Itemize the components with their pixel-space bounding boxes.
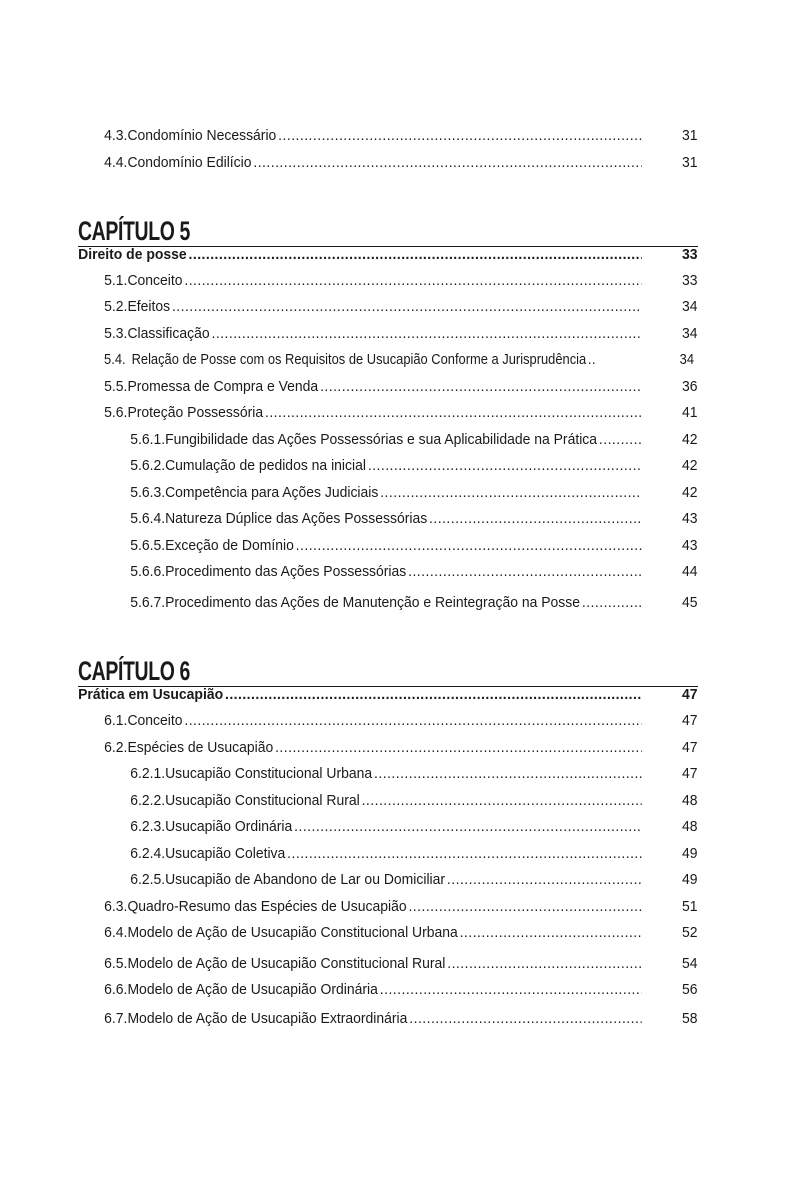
entry-title: Natureza Dúplice das Ações Possessórias	[165, 510, 428, 527]
entry-number: 6.4.	[104, 924, 128, 941]
dot-leader	[368, 455, 642, 477]
entry-page: 47	[681, 712, 698, 729]
entry-page: 54	[681, 955, 698, 972]
entry-page: 31	[681, 127, 698, 144]
entry-number: 6.1.	[104, 712, 128, 729]
entry-title: Cumulação de pedidos na inicial	[165, 457, 366, 474]
toc-subentry	[0, 816, 744, 838]
dot-leader	[225, 684, 642, 706]
entry-number: 6.2.1.	[130, 765, 166, 782]
dot-leader	[374, 763, 642, 785]
entry-title: Proteção Possessória	[127, 404, 264, 421]
entry-number: 5.6.2.	[130, 457, 166, 474]
dot-leader	[408, 561, 642, 583]
entry-number: 5.1.	[104, 272, 128, 289]
toc-entry	[0, 152, 744, 174]
entry-title: Classificação	[127, 325, 210, 342]
entry-number: 5.6.4.	[130, 510, 166, 527]
entry-page: 58	[681, 1010, 698, 1027]
dot-leader	[380, 482, 641, 504]
dot-leader	[172, 296, 642, 318]
entry-title: Direito de posse	[78, 246, 187, 263]
toc-entry	[0, 125, 744, 147]
dot-leader	[253, 152, 641, 174]
entry-title: Modelo de Ação de Usucapião Extraordinária	[127, 1010, 408, 1027]
entry-title: Condomínio Necessário	[127, 127, 277, 144]
entry-title: Promessa de Compra e Venda	[127, 378, 319, 395]
entry-page: 48	[681, 818, 698, 835]
entry-page: 49	[681, 871, 698, 888]
entry-page: 42	[681, 457, 698, 474]
entry-title: Usucapião Constitucional Rural	[165, 792, 360, 809]
entry-number: 6.3.	[104, 898, 128, 915]
entry-title: Usucapião de Abandono de Lar ou Domiciliar	[165, 871, 446, 888]
entry-page: 47	[681, 765, 698, 782]
toc-subentry	[0, 455, 744, 477]
toc-entry	[0, 737, 744, 759]
entry-number: 6.2.	[104, 739, 128, 756]
chapter-main-entry	[0, 684, 744, 706]
dot-leader	[362, 790, 642, 812]
entry-page: 42	[681, 431, 698, 448]
toc-entry	[0, 323, 744, 345]
entry-page: 56	[681, 981, 698, 998]
toc-entry	[0, 376, 744, 398]
entry-number: 4.4.	[104, 154, 128, 171]
entry-page: 34	[681, 325, 698, 342]
entry-page: 43	[681, 510, 698, 527]
entry-page: 33	[681, 246, 698, 263]
entry-number: 5.6.7.	[130, 594, 166, 611]
dot-leader	[447, 869, 642, 891]
dot-leader	[184, 270, 641, 292]
entry-page: 42	[681, 484, 698, 501]
dot-leader	[447, 953, 641, 975]
entry-title: Usucapião Constitucional Urbana	[165, 765, 373, 782]
entry-title: Relação de Posse com os Requisitos de Usucapião Conforme a Jurisprudência	[131, 351, 587, 368]
entry-page: 47	[681, 739, 698, 756]
entry-page: 51	[681, 898, 698, 915]
entry-number: 6.2.4.	[130, 845, 166, 862]
entry-number: 5.3.	[104, 325, 128, 342]
toc-entry	[0, 270, 744, 292]
entry-page: 49	[681, 845, 698, 862]
dot-leader	[460, 922, 642, 944]
dot-leader	[429, 508, 642, 530]
dot-leader	[588, 349, 597, 371]
toc-entry	[0, 922, 744, 944]
dot-leader	[582, 592, 642, 614]
entry-number: 6.5.	[104, 955, 128, 972]
toc-entry	[0, 349, 695, 371]
entry-number: 5.5.	[104, 378, 128, 395]
entry-number: 4.3.	[104, 127, 128, 144]
entry-number: 6.2.5.	[130, 871, 166, 888]
toc-entry	[0, 710, 744, 732]
entry-number: 5.2.	[104, 298, 128, 315]
entry-page: 52	[681, 924, 698, 941]
entry-page: 44	[681, 563, 698, 580]
toc-subentry	[0, 592, 744, 614]
entry-number: 6.2.2.	[130, 792, 166, 809]
toc-subentry	[0, 763, 744, 785]
toc-subentry	[0, 561, 744, 583]
entry-title: Prática em Usucapião	[78, 686, 224, 703]
entry-title: Fungibilidade das Ações Possessórias e sua Aplicabilidade na Prática	[165, 431, 598, 448]
chapter-main-entry	[0, 244, 744, 266]
toc-subentry	[0, 508, 744, 530]
dot-leader	[599, 429, 642, 451]
entry-number: 5.6.5.	[130, 537, 166, 554]
entry-title: Conceito	[127, 712, 183, 729]
entry-page: 47	[681, 686, 698, 703]
entry-title: Exceção de Domínio	[165, 537, 294, 554]
entry-number: 5.6.6.	[130, 563, 166, 580]
toc-entry	[0, 296, 744, 318]
toc-subentry	[0, 869, 744, 891]
entry-title: Usucapião Ordinária	[165, 818, 293, 835]
entry-page: 48	[681, 792, 698, 809]
entry-title: Condomínio Edilício	[127, 154, 252, 171]
entry-title: Usucapião Coletiva	[165, 845, 286, 862]
dot-leader	[184, 710, 641, 732]
toc-subentry	[0, 843, 744, 865]
entry-title: Modelo de Ação de Usucapião Ordinária	[127, 981, 378, 998]
dot-leader	[408, 896, 641, 918]
entry-number: 5.6.1.	[130, 431, 166, 448]
entry-title: Efeitos	[127, 298, 171, 315]
entry-number: 5.6.	[104, 404, 128, 421]
dot-leader	[320, 376, 642, 398]
entry-number: 5.4.	[104, 351, 126, 368]
entry-title: Modelo de Ação de Usucapião Constitucional Rural	[127, 955, 446, 972]
entry-number: 6.6.	[104, 981, 128, 998]
dot-leader	[380, 979, 642, 1001]
dot-leader	[287, 843, 642, 865]
dot-leader	[409, 1008, 641, 1030]
entry-title: Procedimento das Ações Possessórias	[165, 563, 407, 580]
dot-leader	[189, 244, 642, 266]
entry-page: 45	[681, 594, 698, 611]
entry-number: 6.2.3.	[130, 818, 166, 835]
dot-leader	[278, 125, 642, 147]
toc-subentry	[0, 535, 744, 557]
toc-subentry	[0, 429, 744, 451]
entry-page: 43	[681, 537, 698, 554]
dot-leader	[294, 816, 642, 838]
chapter-heading: CAPÍTULO 6	[78, 656, 190, 686]
dot-leader	[265, 402, 642, 424]
entry-page: 36	[681, 378, 698, 395]
entry-title: Quadro-Resumo das Espécies de Usucapião	[127, 898, 407, 915]
toc-subentry	[0, 482, 744, 504]
toc-entry	[0, 896, 744, 918]
entry-number: 6.7.	[104, 1010, 128, 1027]
chapter-heading: CAPÍTULO 5	[78, 216, 190, 246]
toc-entry	[0, 979, 744, 1001]
entry-title: Conceito	[127, 272, 183, 289]
entry-title: Modelo de Ação de Usucapião Constitucional Urbana	[127, 924, 458, 941]
entry-page: 33	[681, 272, 698, 289]
dot-leader	[296, 535, 642, 557]
entry-number: 5.6.3.	[130, 484, 166, 501]
toc-entry	[0, 1008, 744, 1030]
dot-leader	[211, 323, 641, 345]
entry-title: Espécies de Usucapião	[127, 739, 274, 756]
entry-title: Competência para Ações Judiciais	[165, 484, 379, 501]
toc-entry	[0, 402, 744, 424]
entry-title: Procedimento das Ações de Manutenção e Reintegração na Posse	[165, 594, 581, 611]
entry-page: 31	[681, 154, 698, 171]
dot-leader	[275, 737, 642, 759]
entry-page: 41	[681, 404, 698, 421]
entry-page: 34	[679, 351, 695, 368]
toc-subentry	[0, 790, 744, 812]
entry-page: 34	[681, 298, 698, 315]
toc-entry	[0, 953, 744, 975]
